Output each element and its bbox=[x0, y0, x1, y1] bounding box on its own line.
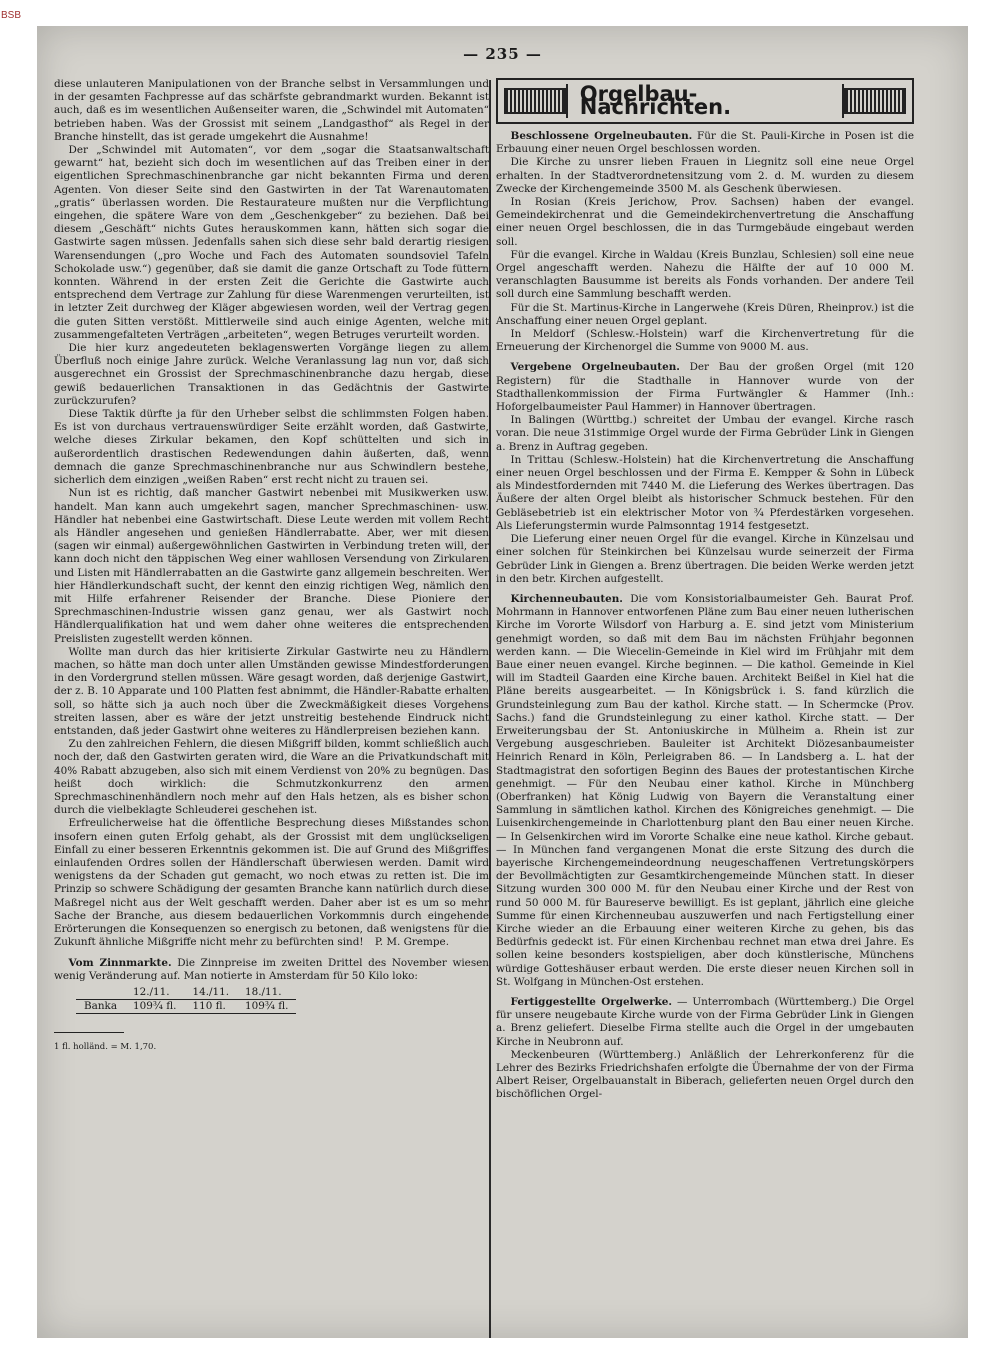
section-header-box bbox=[496, 78, 914, 124]
section-paragraph: Kirchenneubauten. Die vom Konsistorialbaumeister Geh. Baurat Prof. Mohrmann in Hannover entworfenen Pläne zum Bau einer neuen lutherischen Kirche im Vororte Wilsdorf von Harburg a. E. sind jetzt vom Ministerium genehmigt worden, so daß mit dem Bau im nächsten Frühjahr begonnen werden kann. — Die Wiecelin-Gemeinde in Kiel wird im Frühjahr mit dem Baue einer neuen evangel. Kirche beginnen. — Die kathol. Gemeinde in Kiel will im Stadteil Gaarden eine Kirche bauen. Architekt Beißel in Kiel hat die Pläne bereits ausgearbeitet. — In Königsbrück i. S. fand kürzlich die Grundsteinlegung zum Bau der kathol. Kirche statt. — In Schermcke (Prov. Sachs.) fand die Grundsteinlegung zu einer kathol. Kirche statt. — Der Erweiterungsbau der St. Antoniuskirche in Mülheim a. Rhein ist zur Vergebung ausgeschrieben. Bauleiter ist Architekt Diözesanbaumeister Heinrich Renard in Köln, Perleigraben 86. — In Landsberg a. L. hat der Stadtmagistrat den sofortigen Beginn des Baues der protestantischen Kirche genehmigt. — Für den Neubau einer kathol. Kirche in Münchberg (Oberfranken) hat König Ludwig von Bayern die Veranstaltung einer Sammlung in sämtlichen kathol. Kirchen des Königreiches genehmigt. — Die Luisenkirchengemeinde in Charlottenburg plant den Bau einer neuen Kirche. — In Gelsenkirchen wird im Vororte Schalke eine neue kathol. Kirche gebaut. — In München fand vergangenen Monat die erste Sitzung des durch die bayerische Kirchengemeindeordnung neugeschaffenen Vertretungskörpers der Bevollmächtigten zur Gesamtkirchengemeinde München statt. In dieser Sitzung wurden 300 000 M. für den Neubau einer Kirche und der Rest von rund 50 000 M. für Baureserve bewilligt. Es ist geplant, jährlich eine gleiche Summe für einen Kirchenneubau auszuwerfen und nach Fertigstellung einer Kirche wieder an die Erbauung einer weiteren Kirche zu gehen, bis das Bedürfnis gedeckt ist. Für einen Kirchenbau rechnet man etwa drei Jahre. Es sollen keine besonders kostspieligen, aber doch künstlerische, Münchens würdige Gotteshäuser erbaut werden. Die erste dieser neuen Kirchen soll in St. Wolfgang in München-Ost erstehen. bbox=[496, 592, 914, 988]
price-date: 12./11. bbox=[133, 986, 170, 999]
price-value: 110 fl. bbox=[184, 1000, 237, 1014]
section-paragraph: In Rosian (Kreis Jerichow, Prov. Sachsen) haben der evangel. Gemeindekirchenrat und die Gemeindekirchenvertretung die Anschaffung einer neuen Orgel beschlossen, die in das Turmgebäude eingebaut werden soll. bbox=[496, 196, 914, 248]
section-paragraph: Vergebene Orgelneubauten. Der Bau der großen Orgel (mit 120 Registern) für die Stadthalle in Hannover wurde von der Stadthallenkommission der Firma Furtwängler & Hammer (Inh.: Hoforgelbaumeister Paul Hammer) in Hannover übertragen. bbox=[496, 361, 914, 414]
section-paragraph: In Trittau (Schlesw.-Holstein) hat die Kirchenvertretung die Anschaffung einer neuen Orgel beschlossen und der Firma E. Kempper & Sohn in Lübeck als Mindestfordernden mit 7440 M. die Lieferung des Werkes übertragen. Das Äußere der alten Orgel bleibt als historischer Schmuck bestehen. Für den Gebläsebetrieb ist ein elektrischer Motor von ¾ Pferdestärken vorgesehen. Als Lieferungstermin wurde Palmsonntag 1914 festgesetzt. bbox=[496, 453, 914, 532]
price-date: 18./11. bbox=[245, 986, 282, 999]
footnote-rule bbox=[54, 1032, 124, 1033]
left-paragraph: Nun ist es richtig, daß mancher Gastwirt nebenbei mit Musikwerken usw. handelt. Man kann auch umgekehrt sagen, mancher Sprechmaschinen- usw. Händler hat nebenbei eine Gastwirtschaft. Diese Leute werden mit vollem Recht als Händler angesehen und genießen Händlerrabatte. Aber, wer mit diesen (sagen wir einmal) außergewöhnlichen Gastwirten in Verbindung treten will, der kann doch nicht den täppischen Weg einer wahllosen Versendung von Zirkularen und Listen mit Händlerrabatten an die Gastwirte ganz allgemein beschreiten. Wer hier Händlerkundschaft sucht, der kennt den einzig richtigen Weg, nämlich den mit Hilfe erfahrener Reisender der Branche. Diese Pioniere der Sprechmaschinen-Industrie wissen ganz genau, wer als Gastwirt noch Händlerqualifikation hat und wem daher ohne weiteres die entsprechenden Preislisten zugestellt werden können. bbox=[54, 487, 489, 645]
section-paragraph: Für die evangel. Kirche in Waldau (Kreis Bunzlau, Schlesien) soll eine neue Orgel angeschafft werden. Nahezu die Hälfte der auf 10 000 M. veranschlagten Bausumme ist bereits als Fonds vorhanden. Der andere Teil soll durch eine Sammlung beschafft werden. bbox=[496, 248, 914, 301]
left-paragraph: Diese Taktik dürfte ja für den Urheber selbst die schlimmsten Folgen haben. Es ist von durchaus vertrauenswürdiger Seite erzählt worden, daß Gastwirte, welche dieses Zirkular bekamen, den Kopf schüttelten und sich in außerordentlich drastischen Redewendungen dahin äußerten, daß, wenn demnach die ganze Sprechmaschinenbranche nur aus Schwindlern bestehe, sicherlich dem einzigen „weißen Raben“ erst recht nicht zu trauen sei. bbox=[54, 408, 489, 487]
price-row-label: Banka bbox=[76, 1000, 125, 1014]
section-title: Orgelbau-Nachrichten. bbox=[566, 84, 844, 118]
section-heading: Vergebene Orgelneubauten. bbox=[510, 361, 680, 374]
left-paragraph: diese unlauteren Manipulationen von der Branche selbst in Versammlungen und in der gesamten Fachpresse auf das schärfste gebrandmarkt wurden. Bekannt ist auch, daß es im wesentlichen Außenseiter waren, die „Schwindel mit Automaten“ betrieben haben. Was der Grossist mit seinem „Landgasthof“ als Regel in der Branche hinstellt, das ist gerade umgekehrt die Ausnahme! bbox=[54, 78, 489, 143]
ornament-left-icon bbox=[504, 88, 566, 114]
left-paragraph: Die hier kurz angedeuteten beklagenswerten Vorgänge liegen zu allem Überfluß noch einige Jahre zurück. Welche Veranlassung lag nun vor, daß sich ausgerechnet ein Grossist der Sprechmaschinenbranche dazu hergab, diese gewiß bedauerlichen Transaktionen in das Gedächtnis der Gastwirte zurückzurufen? bbox=[54, 342, 489, 407]
signature: P. M. Grempe. bbox=[374, 936, 449, 949]
zinn-text: Die Zinnpreise im zweiten Drittel des November wiesen wenig Veränderung auf. Man notierte in Amsterdam für 50 Kilo loko: bbox=[54, 956, 489, 982]
scanned-page bbox=[37, 26, 968, 1338]
left-paragraph: Zu den zahlreichen Fehlern, die diesen Mißgriff bilden, kommt schließlich auch noch der, daß den Gastwirten geraten wird, die Ware an die Privatkundschaft mit 40% Rabatt abzugeben, also sich mit einem Verdienst von 20% zu begnügen. Das heißt doch wirklich: die Schmutzkonkurrenz den armen Sprechmaschinenhändlern noch mehr auf den Hals hetzen, als es bisher schon durch die vielbeklagte Schleuderei geschehen ist. bbox=[54, 738, 489, 817]
left-paragraph: Der „Schwindel mit Automaten“, vor dem „sogar die Staatsanwaltschaft gewarnt“ hat, bezieht sich doch im wesentlichen auf das Treiben einer in der eigentlichen Sprechmaschinenbranche gar nicht bekannten Firma und deren Agenten. Von dieser Seite sind den Gastwirten in der Tat Warenautomaten „gratis“ überlassen worden. Die Restaurateure mußten nur die Verpflichtung eingehen, die spätere Ware von dem „Geschenkgeber“ zu beziehen. Daß bei diesem „Geschäft“ nichts Gutes herauskommen kann, hätten sich sogar die Gastwirte sagen müssen. Jedenfalls sahen sich diese sehr bald derartig riesigen Warensendungen („pro Woche und Fach des Automaten soundsoviel Tafeln Schokolade usw.“) gegenüber, daß sie damit die ganze Ortschaft zu Tode füttern konnten. Während in der ersten Zeit die Gerichte die Gastwirte auch entsprechend dem Vertrage zur Zahlung für diese Warenmengen verurteilten, ist in letzter Zeit durchweg der Kläger abgewiesen worden, weil der Vertrag gegen die guten Sitten verstößt. Mittlerweile sind auch einige Agenten, welche mit zusammengefalteten Verträgen „arbeiteten“, wegen Betruges verurteilt worden. bbox=[54, 144, 489, 341]
left-paragraph: Erfreulicherweise hat die öffentliche Besprechung dieses Mißstandes schon insofern einen guten Erfolg gehabt, als der Grossist mit dem unglückseligen Einfall zu einer besseren Erkenntnis gekommen ist. Die auf Grund des Mißgriffes einlaufenden Ordres sollen der Händlerschaft überwiesen werden. Damit wird wenigstens da der Schaden gut gemacht, wo noch etwas zu retten ist. Die im Prinzip so schwere Schädigung der gesamten Branche kann natürlich durch diese Maßregel nicht aus der Welt geschafft werden. Daher aber ist es um so mehr Sache der Branche, aus diesem bedauerlichen Vorkommnis durch eingehende Erörterungen die Konsequenzen so energisch zu betonen, daß wenigstens für die Zukunft ähnliche Mißgriffe nicht mehr zu befürchten sind! bbox=[54, 817, 489, 949]
price-date: 14./11. bbox=[192, 986, 230, 999]
section-paragraph: In Meldorf (Schlesw.-Holstein) warf die Kirchenvertretung für die Erneuerung der Kirchenorgel die Summe von 9000 M. aus. bbox=[496, 328, 914, 354]
ornament-right-icon bbox=[844, 88, 906, 114]
section-paragraph: Beschlossene Orgelneubauten. Für die St. Pauli-Kirche in Posen ist die Erbauung einer neuen Orgel beschlossen worden. bbox=[496, 130, 914, 156]
price-value: 109¾ fl. bbox=[125, 1000, 184, 1014]
section-heading: Fertiggestellte Orgelwerke. bbox=[510, 996, 672, 1008]
left-column bbox=[54, 78, 489, 1055]
section-heading: Kirchenneubauten. bbox=[510, 592, 623, 605]
page-number: — 235 — bbox=[463, 45, 542, 63]
zinn-paragraph bbox=[54, 957, 489, 983]
left-paragraph: Wollte man durch das hier kritisierte Zirkular Gastwirte neu zu Händlern machen, so hätte man doch unter allen Umständen gewisse Mindestforderungen in den Vordergrund stellen müssen. Wäre gesagt worden, daß derjenige Gastwirt, der z. B. 10 Apparate und 100 Platten fest abnimmt, die Händler-Rabatte erhalten soll, so hätte sich ja auch noch über die Zweckmäßigkeit dieses Vorgehens streiten lassen, aber es wäre der jetzt unstreitig bestehende Eindruck nicht entstanden, daß jeder Gastwirt ohne weiteres zu Händlerpreisen beziehen kann. bbox=[54, 645, 489, 737]
section-paragraph: Für die St. Martinus-Kirche in Langerwehe (Kreis Düren, Rheinprov.) ist die Anschaffung einer neuen Orgel geplant. bbox=[496, 301, 914, 327]
footnote: 1 fl. holländ. = M. 1,70. bbox=[54, 1042, 157, 1053]
section-heading: Beschlossene Orgelneubauten. bbox=[510, 130, 693, 142]
section-paragraph: Fertiggestellte Orgelwerke. — Unterrombach (Württemberg.) Die Orgel für unsere neugebaute Kirche wurde von der Firma Gebrüder Link in Giengen a. Brenz geliefert. Dieselbe Firma stellte auch die Orgel in der umgebauten Kirche in Neubronn auf. bbox=[496, 996, 914, 1048]
section-paragraph: Die Kirche zu unsrer lieben Frauen in Liegnitz soll eine neue Orgel erhalten. In der Stadtverordnetensitzung vom 2. d. M. wurden zu diesem Zwecke der Kirchengemeinde 3500 M. als Geschenk überwiesen. bbox=[496, 156, 914, 195]
price-table bbox=[76, 986, 296, 1014]
section-paragraph: Die Lieferung einer neuen Orgel für die evangel. Kirche in Künzelsau und einer solchen für Steinkirchen bei Künzelsau wurde seinerzeit der Firma Gebrüder Link in Giengen a. Brenz übertragen. Die beiden Werke werden jetzt in den betr. Kirchen aufgestellt. bbox=[496, 533, 914, 585]
price-value: 109¾ fl. bbox=[237, 1000, 296, 1014]
zinn-heading: Vom Zinnmarkte. bbox=[68, 956, 172, 969]
section-paragraph: Meckenbeuren (Württemberg.) Anläßlich der Lehrerkonferenz für die Lehrer des Bezirks Friedrichshafen erfolgte die Übernahme der von der Firma Albert Reiser, Orgelbauanstalt in Biberach, gelieferten neuen Orgel durch den bischöflichen Orgel- bbox=[496, 1048, 914, 1101]
right-column bbox=[496, 78, 914, 1102]
corner-tag: BSB bbox=[1, 10, 22, 21]
section-paragraph: In Balingen (Württbg.) schreitet der Umbau der evangel. Kirche rasch voran. Die neue 31stimmige Orgel wurde der Firma Gebrüder Link in Giengen a. Brenz in Auftrag gegeben. bbox=[496, 414, 914, 453]
column-divider bbox=[489, 80, 491, 1338]
